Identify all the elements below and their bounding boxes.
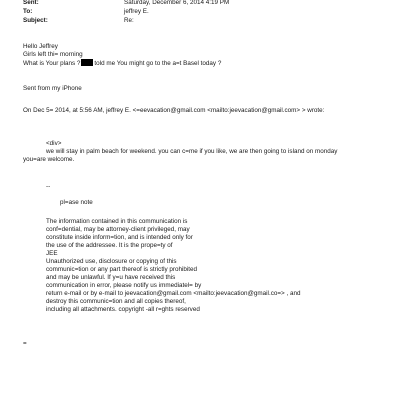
message-line-3-start: What is Your plans ? [23, 60, 81, 67]
sent-label: Sent: [23, 0, 39, 6]
disclaimer-line: conf=dential, may be attorney-client privileged, may [46, 226, 190, 233]
message-body [23, 43, 221, 67]
trailing-mark: = [23, 340, 27, 347]
disclaimer [46, 218, 300, 314]
disclaimer-line: and may be unlawful. If y=u have received this [46, 274, 176, 281]
redaction-box [81, 59, 93, 66]
quote-separator: -- [46, 183, 51, 190]
quote-div-tag: <div> [46, 140, 62, 147]
message-line-3 [23, 59, 221, 67]
disclaimer-line: constitute inside inform=tion, and is intended only for [46, 234, 193, 241]
message-line-2: Girls left thi= morning [23, 51, 83, 58]
to-value: jeffrey E. [124, 8, 149, 15]
quote-body-line-1: we will stay in palm beach for weekend. you can c=me if you like, we are then going to island on monday [46, 148, 338, 155]
disclaimer-line: The information contained in this communication is [46, 218, 188, 225]
disclaimer-line: communic=tion or any part thereof is strictly prohibited [46, 266, 198, 273]
disclaimer-line: including all attachments. copyright -all r=ghts reserved [46, 306, 200, 313]
subject-value: Re: [124, 17, 134, 24]
please-note: pl=ase note [60, 199, 93, 206]
to-label: To: [23, 8, 33, 15]
disclaimer-line: return e-mail or by e-mail to jeevacation@gmail.com <mailto:jeevacation@gmail.co=> , and [46, 290, 301, 297]
disclaimer-line: communication in error, please notify us immediatel= by [46, 282, 202, 289]
subject-label: Subject: [23, 17, 48, 24]
signature: Sent from my iPhone [23, 85, 82, 92]
disclaimer-line: JEE [46, 250, 58, 257]
sent-value: Saturday, December 6, 2014 4:19 PM [124, 0, 230, 6]
quote-body-line-2: you=are welcome. [23, 156, 75, 163]
disclaimer-line: Unauthorized use, disclosure or copying of this [46, 258, 177, 265]
message-line-3-end: told me You might go to the a=t Basel today ? [94, 60, 222, 67]
greeting: Hello Jeffrey [23, 43, 58, 50]
disclaimer-line: the use of the addressee. It is the prope=ty of [46, 242, 173, 249]
quote-intro: On Dec 5= 2014, at 5:56 AM, jeffrey E. <=eevacation@gmail.com <mailto:jeevacation@gmail.com> > wrote: [23, 107, 325, 114]
disclaimer-line: destroy this communic=tion and all copies thereof, [46, 298, 186, 305]
